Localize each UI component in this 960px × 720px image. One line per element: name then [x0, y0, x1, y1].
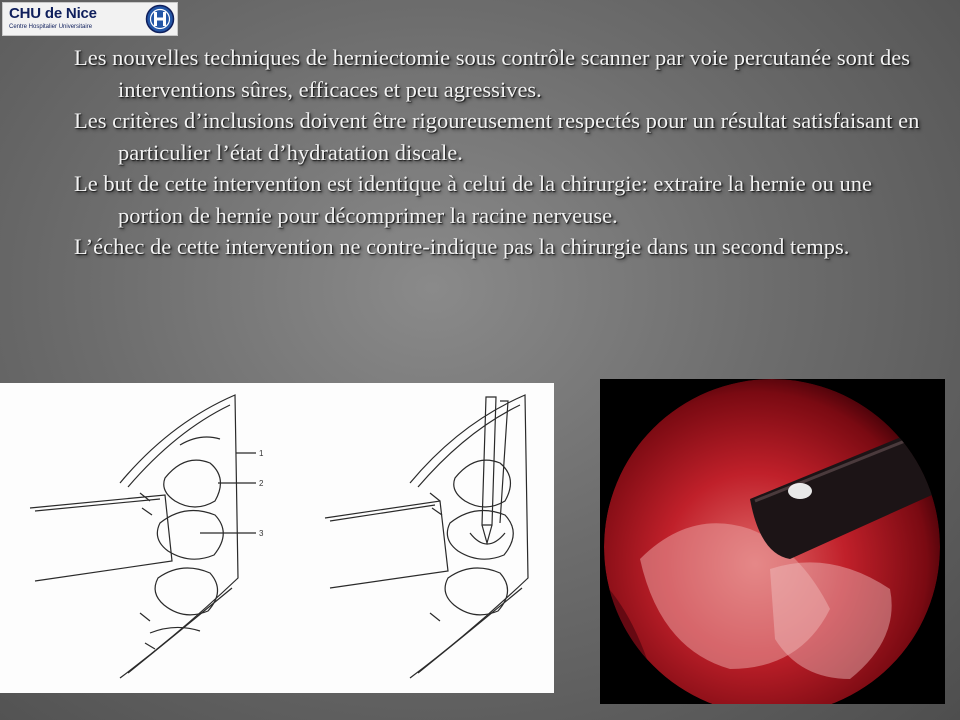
surgical-illustration: [0, 383, 554, 693]
bullet-list: [74, 42, 934, 263]
figure-label-1: 1: [259, 449, 264, 458]
endoscopic-photo: [600, 379, 945, 704]
bullet-item: Les critères d’inclusions doivent être rigoureusement respectés pour un résultat satisfaisant en particulier l’état d’hydratation discale.: [74, 108, 920, 165]
logo-subtitle: Centre Hospitalier Universitaire: [9, 24, 93, 30]
figure-label-3: 3: [259, 529, 264, 538]
bullet-item: Le but de cette intervention est identique à celui de la chirurgie: extraire la hernie ou une portion de hernie pour décomprimer la racine nerveuse.: [74, 171, 873, 228]
figure-label-2: 2: [259, 479, 264, 488]
bullet-item: Les nouvelles techniques de herniectomie sous contrôle scanner par voie percutanée sont des interventions sûres, efficaces et peu agressives.: [74, 45, 910, 102]
bullet-item: L’échec de cette intervention ne contre-indique pas la chirurgie dans un second temps.: [74, 234, 850, 259]
logo-title: CHU de Nice: [9, 5, 97, 22]
hospital-emblem-icon: [145, 4, 175, 34]
chu-nice-logo: [2, 2, 178, 36]
endoscopic-view: [600, 379, 945, 704]
surgical-illustration-drawing: [0, 383, 554, 693]
